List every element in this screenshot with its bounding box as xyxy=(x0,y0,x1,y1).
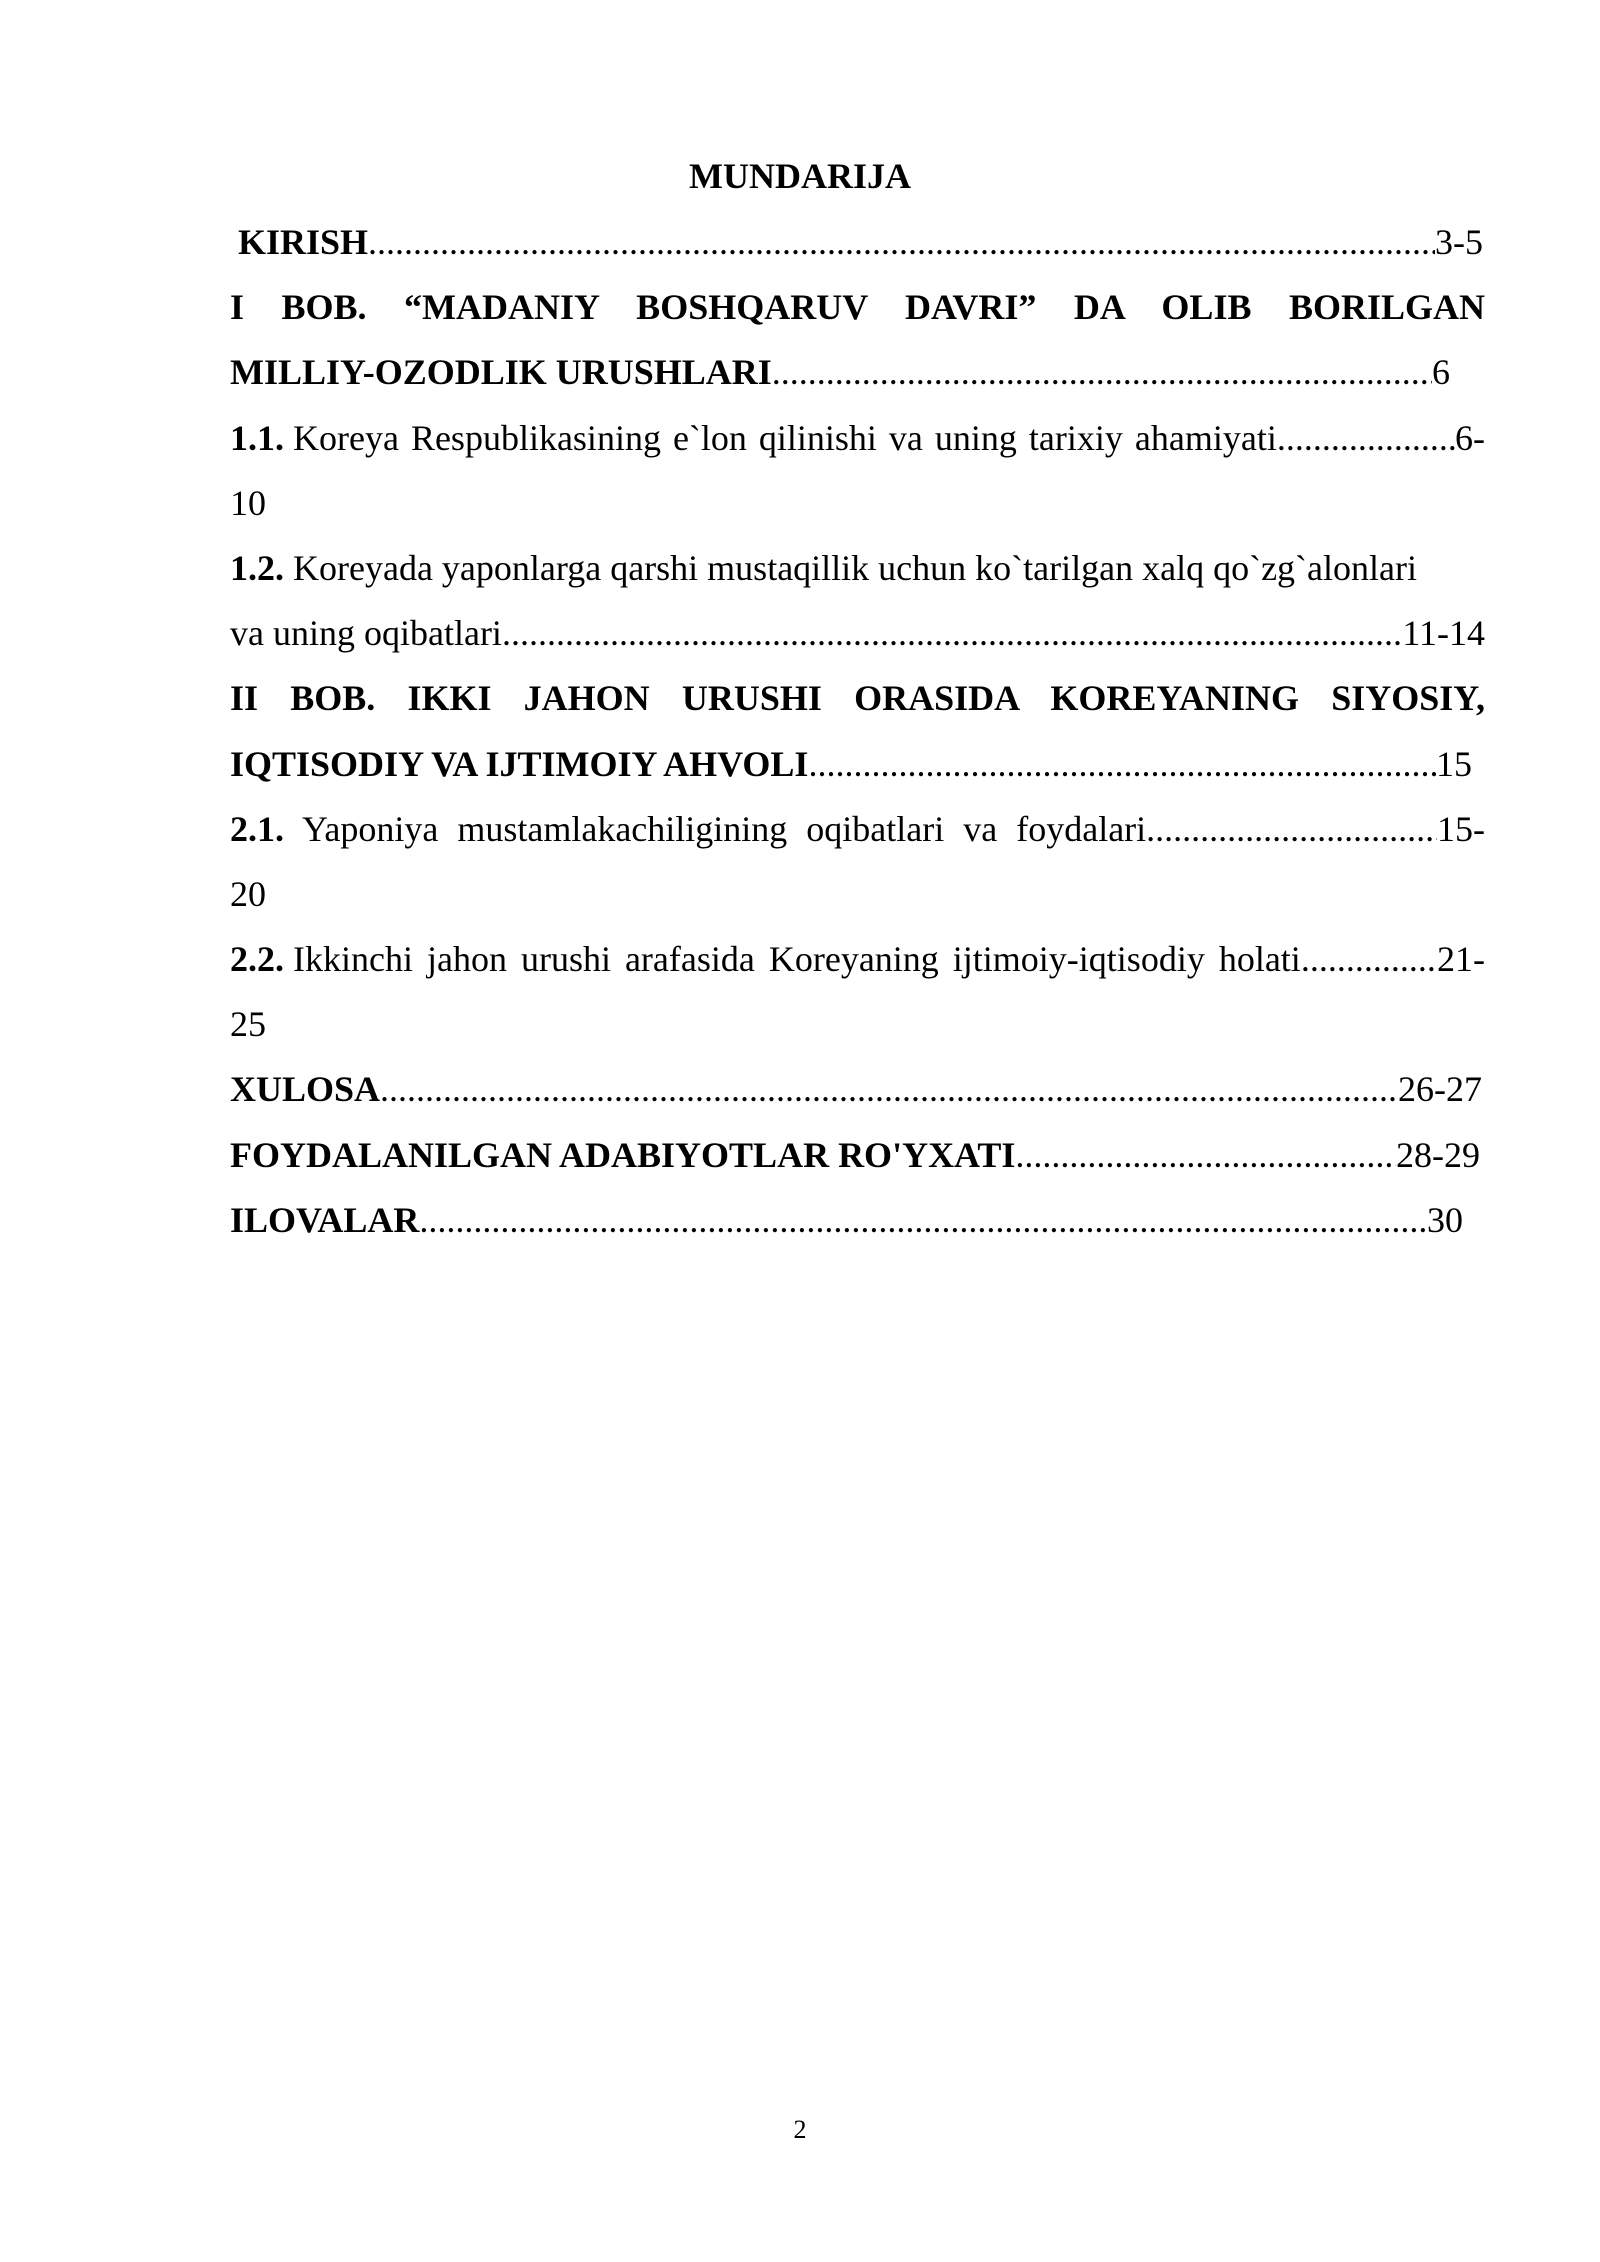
table-of-contents xyxy=(230,210,1485,1253)
toc-entry-adabiyotlar xyxy=(230,1123,1480,1188)
toc-leader xyxy=(1015,1123,1396,1188)
toc-page-continued: 20 xyxy=(230,873,266,914)
toc-entry-2-2 xyxy=(230,927,1485,992)
toc-entry-2-1 xyxy=(230,797,1485,862)
toc-page: 26-27 xyxy=(1398,1069,1482,1110)
toc-page: 21- xyxy=(1437,939,1485,980)
toc-entry-kirish xyxy=(230,210,1483,275)
toc-label: ILOVALAR xyxy=(230,1199,420,1240)
toc-entry-bob1-line2 xyxy=(230,340,1450,405)
toc-label: FOYDALANILGAN ADABIYOTLAR RO'YXATI xyxy=(230,1134,1016,1175)
toc-entry-bob2-line2 xyxy=(230,732,1472,797)
section-title: Koreya Respublikasining e`lon qilinishi va uning tarixiy ahamiyati xyxy=(293,417,1277,458)
toc-leader xyxy=(1277,406,1455,471)
section-title: Koreyada yaponlarga qarshi mustaqillik uchun ko`tarilgan xalq qo`zg`alonlari xyxy=(293,547,1417,588)
toc-label xyxy=(230,927,1301,992)
toc-leader xyxy=(772,340,1432,405)
toc-leader xyxy=(380,1057,1398,1122)
toc-entry-bob2-line1: II BOB. IKKI JAHON URUSHI ORASIDA KOREYANING SIYOSIY, xyxy=(230,678,1485,719)
section-title: Yaponiya mustamlakachiligining oqibatlari va foydalari xyxy=(302,808,1147,849)
toc-page: 28-29 xyxy=(1396,1134,1480,1175)
toc-label xyxy=(230,406,1277,471)
toc-label: KIRISH xyxy=(238,222,369,262)
toc-leader xyxy=(368,210,1435,275)
toc-label xyxy=(230,536,1417,601)
section-number: 1.2. xyxy=(230,547,284,588)
toc-entry-1-2-line1 xyxy=(230,536,1485,601)
toc-entry-bob1-line1: I BOB. “MADANIY BOSHQARUV DAVRI” DA OLIB BORILGAN xyxy=(230,287,1485,328)
toc-leader xyxy=(1301,927,1437,992)
toc-entry-1-1-cont xyxy=(230,471,1485,536)
page-number: 2 xyxy=(793,2115,807,2144)
toc-page: 3-5 xyxy=(1435,222,1483,262)
toc-page-continued: 25 xyxy=(230,1004,266,1045)
toc-page: 15- xyxy=(1437,808,1485,849)
toc-leader xyxy=(808,732,1436,797)
toc-page: 11-14 xyxy=(1402,613,1485,654)
section-number: 2.1. xyxy=(230,808,284,849)
toc-entry-1-1 xyxy=(230,406,1485,471)
toc-page: 6- xyxy=(1455,417,1485,458)
toc-label xyxy=(230,797,1146,862)
toc-leader xyxy=(1146,797,1437,862)
toc-page: 6 xyxy=(1432,352,1450,393)
section-number: 2.2. xyxy=(230,939,284,980)
toc-page: 30 xyxy=(1427,1199,1463,1240)
toc-leader xyxy=(419,1188,1427,1253)
toc-entry-2-2-cont xyxy=(230,992,1485,1057)
toc-label: XULOSA xyxy=(230,1069,381,1110)
toc-entry-1-2-line2 xyxy=(230,601,1485,666)
toc-label: IQTISODIY VA IJTIMOIY AHVOLI xyxy=(230,743,809,784)
section-number: 1.1. xyxy=(230,417,284,458)
toc-label: va uning oqibatlari xyxy=(230,613,502,654)
page-title: MUNDARIJA xyxy=(689,156,911,196)
section-title: Ikkinchi jahon urushi arafasida Koreyaning ijtimoiy-iqtisodiy holati xyxy=(293,939,1301,980)
toc-entry-2-1-cont xyxy=(230,862,1485,927)
toc-entry-ilovalar xyxy=(230,1188,1463,1253)
toc-entry-xulosa xyxy=(230,1057,1482,1122)
toc-page: 15 xyxy=(1436,743,1472,784)
toc-leader xyxy=(502,601,1402,666)
toc-label: MILLIY-OZODLIK URUSHLARI xyxy=(230,352,772,393)
toc-page-continued: 10 xyxy=(230,482,266,523)
